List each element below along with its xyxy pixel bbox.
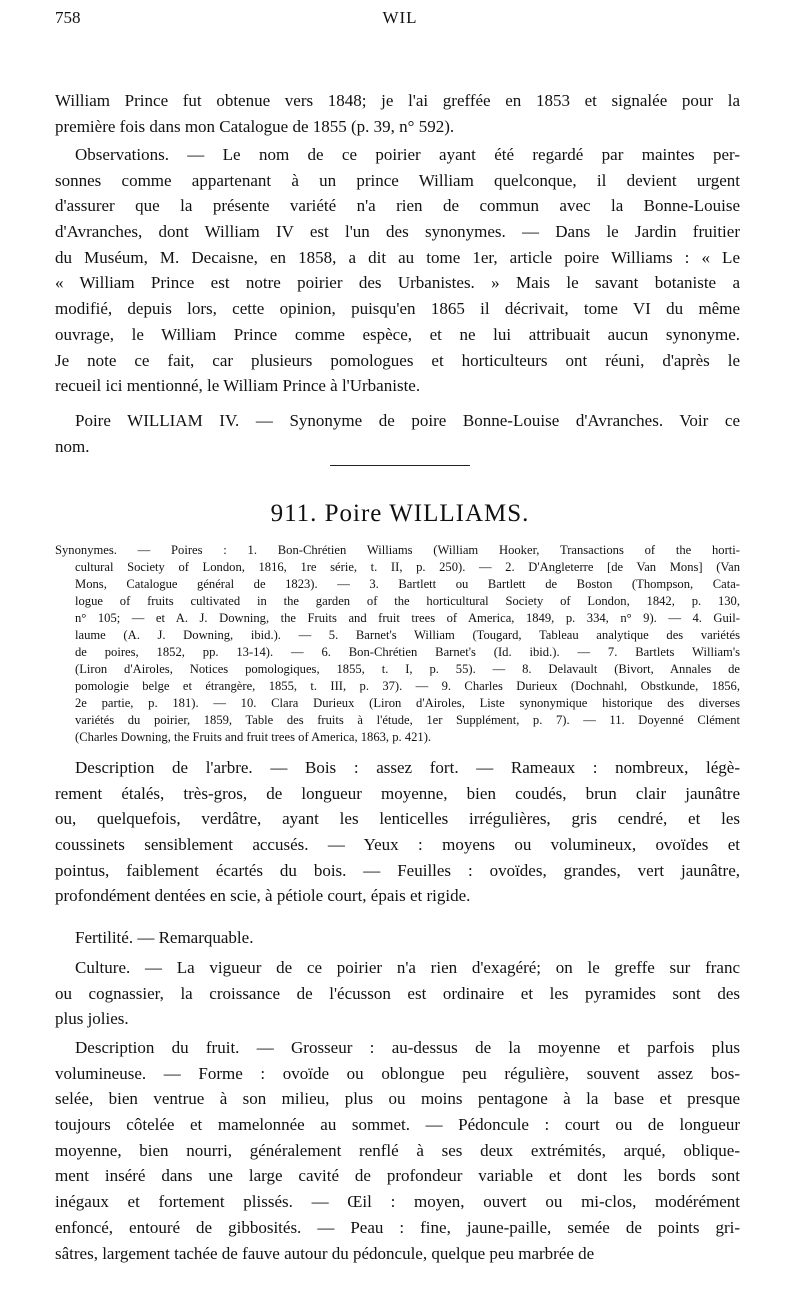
text-line: Poire WILLIAM IV. — Synonyme de poire Bonne-Louise d'Avranches. Voir ce — [75, 411, 740, 430]
text-line: première fois dans mon Catalogue de 1855 (p. 39, n° 592). — [55, 116, 455, 136]
synonym-line: Synonymes. — Poires : 1. Bon-Chrétien Williams (William Hooker, Transactions of the horti- — [55, 543, 740, 557]
text-line: volumineuse. — Forme : ovoïde ou oblongue peu régulière, souvent assez bos- — [55, 1063, 740, 1083]
synonym-line: (Charles Downing, the Fruits and fruit trees of America, 1863, p. 421). — [75, 730, 432, 744]
synonym-line: cultural Society of London, 1816, 1re série, t. II, p. 250). — 2. D'Angleterre [de Van Mons] (Van — [75, 560, 740, 574]
paragraph-observations — [55, 142, 740, 399]
paragraph-continuation — [55, 88, 740, 139]
text-line: Fertilité. — Remarquable. — [75, 928, 254, 947]
text-line: plus jolies. — [55, 1009, 129, 1029]
synonyms-paragraph — [55, 542, 740, 746]
text-line: profondément dentées en scie, à pétiole court, épais et rigide. — [55, 886, 471, 906]
text-line: d'Avranches, dont William IV est l'un des synonymes. — Dans le Jardin fruitier — [55, 222, 740, 242]
text-line: recueil ici mentionné, le William Prince à l'Urbaniste. — [55, 376, 421, 396]
text-line: inégaux et fortement plissés. — Œil : moyen, ouvert ou mi-clos, modérément — [55, 1192, 740, 1212]
text-line: « William Prince est notre poirier des Urbanistes. » Mais le savant botaniste a — [55, 273, 740, 293]
paragraph-description-fruit — [55, 1035, 740, 1266]
text-line: pointus, faiblement écartés du bois. — Feuilles : ovoïdes, grandes, vert jaunâtre, — [55, 860, 740, 880]
entry-title: 911. Poire WILLIAMS. — [270, 500, 530, 527]
text-line: nom. — [55, 436, 90, 456]
text-line: William Prince fut obtenue vers 1848; je l'ai greffée en 1853 et signalée pour la — [55, 91, 740, 110]
synonym-line: Mons, Catalogue général de 1823). — 3. Bartlett ou Bartlett de Boston (Thompson, Cata- — [75, 577, 740, 591]
text-line: ou cognassier, la croissance de l'écusson est ordinaire et les pyramides sont des — [55, 983, 740, 1003]
text-line: selée, bien ventrue à son milieu, plus ou moins pentagone à la base et presque — [55, 1089, 740, 1109]
paragraph-description-arbre — [55, 755, 740, 909]
text-line: Observations. — Le nom de ce poirier ayant été regardé par maintes per- — [75, 145, 740, 164]
text-line: Je note ce fait, car plusieurs pomologues et horticulteurs ont réuni, d'après le — [55, 350, 740, 370]
text-line: sâtres, largement tachée de fauve autour du pédoncule, quelque peu marbrée de — [55, 1243, 595, 1263]
text-line: ouvrage, le William Prince comme espèce, et ne lui attribuait aucun synonyme. — [55, 324, 740, 344]
text-line: Culture. — La vigueur de ce poirier n'a rien d'exagéré; on le greffe sur franc — [75, 958, 740, 977]
text-line: moyenne, bien nourri, généralement renflé à ses deux extrémités, arqué, oblique- — [55, 1140, 740, 1160]
paragraph-poire-william-iv — [55, 408, 740, 459]
text-line: ment inséré dans une large cavité de profondeur variable et dont les bords sont — [55, 1166, 740, 1186]
running-head: WIL — [382, 8, 418, 27]
text-line: du Muséum, M. Decaisne, en 1858, a dit au tome 1er, article poire Williams : « Le — [55, 247, 740, 267]
text-line: modifié, depuis lors, cette opinion, puisqu'en 1865 il décrivait, tome VI du même — [55, 299, 740, 319]
synonym-line: logue of fruits cultivated in the garden of the horticultural Society of London, 1842, p. 130, — [75, 594, 740, 608]
text-line: ou, quelquefois, verdâtre, ayant les lenticelles irrégulières, gris cendré, et les — [55, 809, 740, 829]
synonym-line: pomologie belge et étrangère, 1855, t. III, p. 37). — 9. Charles Durieux (Dochnahl, Obstkunde, 1856, — [75, 679, 740, 693]
synonym-line: variétés du poirier, 1859, Table des fruits à l'étude, 1er Supplément, p. 7). — 11. Doyenné Clément — [75, 713, 740, 727]
synonym-line: n° 105; — et A. J. Downing, the Fruits and fruit trees of America, 1849, p. 334, n° 9). — 4. Guil- — [75, 611, 740, 625]
synonym-line: (Liron d'Airoles, Notices pomologiques, 1855, t. I, p. 55). — 8. Delavault (Bivort, Annales de — [75, 662, 740, 676]
text-line: Description du fruit. — Grosseur : au-dessus de la moyenne et parfois plus — [75, 1038, 740, 1057]
page-number: 758 — [55, 8, 81, 27]
section-divider — [330, 465, 470, 466]
paragraph-fertilite — [55, 925, 740, 951]
text-line: rement étalés, très-gros, de longueur moyenne, bien coudés, brun clair jaunâtre — [55, 783, 740, 803]
text-line: enfoncé, entouré de gibbosités. — Peau : fine, jaune-paille, semée de points gri- — [55, 1217, 740, 1237]
synonym-line: de poires, 1852, pp. 13-14). — 6. Bon-Chrétien Barnet's (Id. ibid.). — 7. Bartlets William's — [75, 645, 740, 659]
text-line: toujours côtelée et mamelonnée au sommet. — Pédoncule : court ou de longueur — [55, 1115, 740, 1135]
text-line: Description de l'arbre. — Bois : assez fort. — Rameaux : nombreux, légè- — [75, 758, 740, 777]
text-line: coussinets sensiblement accusés. — Yeux : moyens ou volumineux, ovoïdes et — [55, 835, 740, 855]
synonym-line: 2e partie, p. 181). — 10. Clara Durieux (Liron d'Airoles, Liste synonymique historique des diverses — [75, 696, 740, 710]
paragraph-culture — [55, 955, 740, 1032]
text-line: d'assurer que la présente variété n'a rien de commun avec la Bonne-Louise — [55, 196, 740, 216]
text-line: sonnes comme appartenant à un prince William quelconque, il devient urgent — [55, 170, 740, 190]
synonym-line: laume (A. J. Downing, ibid.). — 5. Barnet's William (Tougard, Tableau analytique des variétés — [75, 628, 740, 642]
